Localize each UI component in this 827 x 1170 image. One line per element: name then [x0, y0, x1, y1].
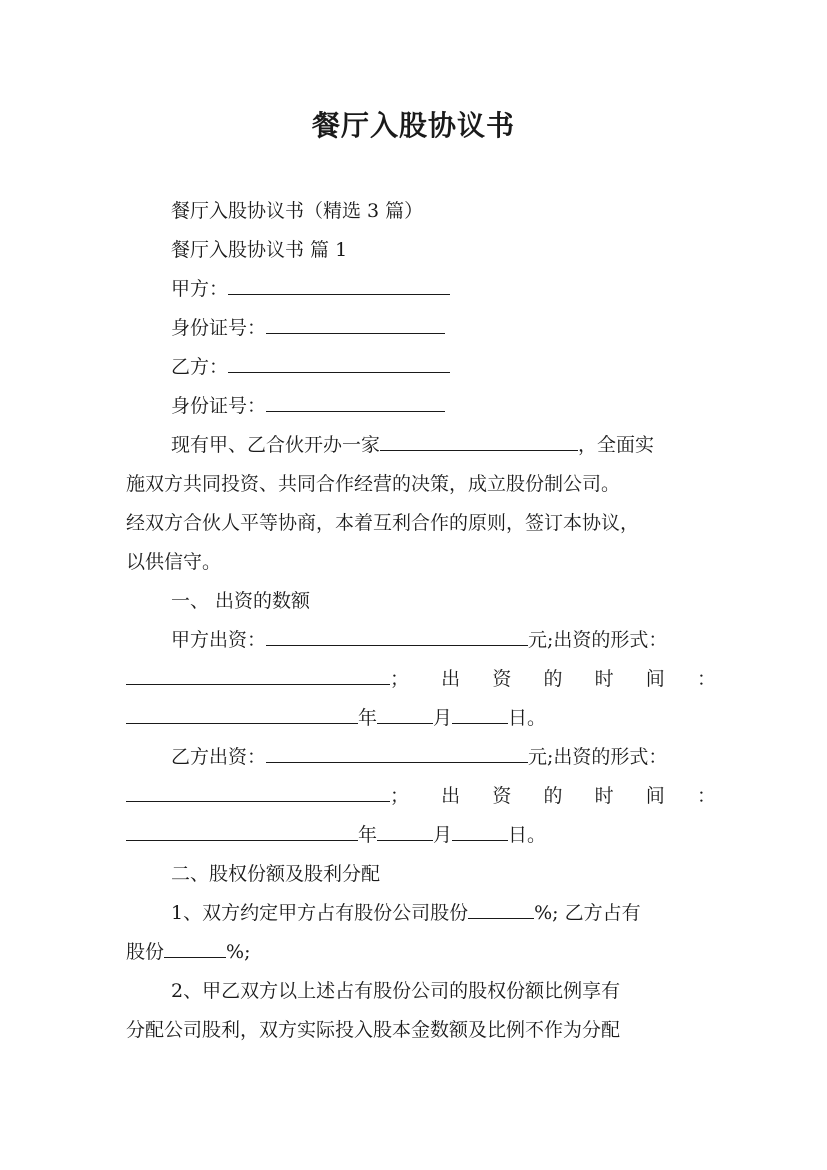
clause-1-heading: 一、 出资的数额	[171, 590, 311, 612]
id-b-blank	[266, 393, 445, 412]
party-a-day-blank	[452, 705, 508, 724]
item-1-tail: %; 乙方占有	[534, 902, 641, 924]
time-char: 资	[492, 668, 512, 690]
clause-2-item-1	[171, 900, 641, 926]
semicolon: ；	[390, 785, 410, 807]
day-label: 日。	[508, 707, 547, 729]
document-title: 餐厅入股协议书	[311, 109, 515, 142]
clause-2-item-1-line-2	[126, 939, 250, 965]
clause-2-item-2: 2、甲乙双方以上述占有股份公司的股权份额比例享有	[171, 980, 621, 1002]
time-char: 间	[645, 785, 665, 807]
party-b-time-row	[126, 783, 716, 809]
party-a-form-label: 元;出资的形式：	[528, 629, 668, 651]
semicolon: ；	[390, 668, 410, 690]
party-a-row	[171, 276, 450, 302]
item-1-text: 1、双方约定甲方占有股份公司股份	[171, 902, 469, 924]
time-char: 的	[543, 668, 563, 690]
party-b-year-blank	[126, 822, 358, 841]
party-a-amount-blank	[266, 627, 528, 646]
party-b-contribution-label: 乙方出资：	[171, 746, 267, 768]
id-a-blank	[266, 315, 445, 334]
time-char: 时	[594, 785, 614, 807]
time-char: ：	[696, 785, 716, 807]
party-b-date-row	[126, 822, 546, 848]
time-char: 出	[441, 785, 461, 807]
party-a-form-blank-wrap	[126, 666, 409, 692]
party-a-contribution-label: 甲方出资：	[171, 629, 267, 651]
party-a-year-blank	[126, 705, 358, 724]
time-char: ：	[696, 668, 716, 690]
intro-line-2: 施双方共同投资、共同合作经营的决策，成立股份制公司。	[126, 473, 621, 495]
section-heading: 餐厅入股协议书 篇 1	[171, 239, 348, 261]
item-1-line-2-text: 股份	[126, 941, 165, 963]
party-a-label: 甲方：	[171, 278, 229, 300]
time-char: 间	[645, 668, 665, 690]
id-b-row	[171, 393, 445, 419]
party-a-form-blank	[126, 666, 390, 685]
party-b-day-blank	[452, 822, 508, 841]
id-b-label: 身份证号：	[171, 395, 267, 417]
party-a-time-row	[126, 666, 716, 692]
party-b-month-blank	[377, 822, 433, 841]
party-b-amount-blank	[266, 744, 528, 763]
time-char: 的	[543, 785, 563, 807]
month-label: 月	[433, 707, 453, 729]
party-b-form-blank	[126, 783, 390, 802]
time-char: 资	[492, 785, 512, 807]
intro-line-1-text: 现有甲、乙合伙开办一家	[171, 434, 381, 456]
party-b-share-blank	[164, 939, 226, 958]
business-name-blank	[380, 432, 578, 451]
subtitle: 餐厅入股协议书（精选 3 篇）	[171, 200, 424, 222]
party-b-form-blank-wrap	[126, 783, 409, 809]
party-b-blank	[228, 354, 450, 373]
clause-2-item-2-line-2: 分配公司股利，双方实际投入股本金数额及比例不作为分配	[126, 1019, 621, 1041]
year-label: 年	[358, 707, 378, 729]
day-label: 日。	[508, 824, 547, 846]
party-a-blank	[228, 276, 450, 295]
party-b-label: 乙方：	[171, 356, 229, 378]
month-label: 月	[433, 824, 453, 846]
party-a-date-row	[126, 705, 546, 731]
intro-line-4: 以供信守。	[126, 551, 222, 573]
party-b-contribution-row	[171, 744, 667, 770]
intro-line-3: 经双方合伙人平等协商，本着互利合作的原则，签订本协议，	[126, 512, 640, 534]
clause-2-heading: 二、股权份额及股利分配	[171, 863, 381, 885]
time-char: 时	[594, 668, 614, 690]
intro-line-1	[171, 432, 654, 458]
party-b-form-label: 元;出资的形式：	[528, 746, 668, 768]
item-1-line-2-tail: %;	[226, 941, 251, 963]
intro-line-1-tail: ，全面实	[578, 434, 655, 456]
id-a-label: 身份证号：	[171, 317, 267, 339]
id-a-row	[171, 315, 445, 341]
time-char: 出	[441, 668, 461, 690]
party-a-month-blank	[377, 705, 433, 724]
party-b-row	[171, 354, 450, 380]
party-a-share-blank	[468, 900, 534, 919]
party-a-contribution-row	[171, 627, 667, 653]
year-label: 年	[358, 824, 378, 846]
